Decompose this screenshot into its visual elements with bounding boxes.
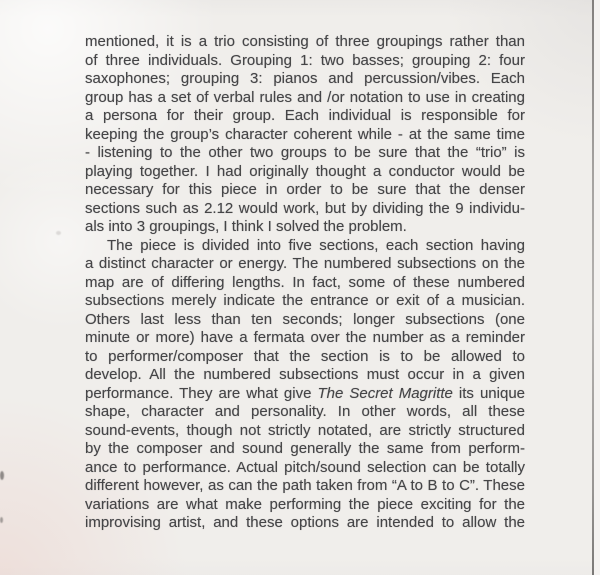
page-margin-strip [594, 0, 600, 575]
text-segment: group has a set of verbal rules and /or notation to use in creating [85, 88, 525, 106]
text-line [85, 459, 525, 478]
text-segment: mentioned, it is a trio consisting of three groupings rather than [85, 33, 525, 50]
text-segment: ance to performance. Actual pitch/sound selection can be totally [85, 458, 525, 476]
paragraph [85, 237, 525, 533]
text-line [85, 329, 525, 348]
text-line [85, 33, 525, 52]
paragraph [85, 33, 525, 237]
text-segment: by the composer and sound generally the same from perform- [85, 440, 525, 457]
text-segment: a distinct character or energy. The numbered subsections on the [85, 255, 525, 272]
text-line [85, 274, 525, 293]
text-segment: to performer/composer that the section is to be allowed to [85, 347, 525, 365]
text-line [85, 292, 525, 311]
text-segment: a persona for their group. Each individual is responsible for [85, 107, 525, 124]
liner-notes-text [85, 33, 525, 533]
italic-work-title: The Secret Magritte [317, 384, 453, 402]
text-segment: develop. All the numbered subsections must occur in a given [85, 366, 525, 383]
text-segment: variations are what make performing the piece exciting for the [85, 495, 525, 513]
text-segment: map are of differing lengths. In fact, some of these numbered [85, 273, 525, 291]
text-line [85, 366, 525, 385]
text-line [85, 440, 525, 459]
text-segment: sections such as 2.12 would work, but by dividing the 9 individu- [85, 199, 525, 217]
text-line [85, 144, 525, 163]
text-line [85, 422, 525, 441]
text-segment: keeping the group’s character coherent while - at the same time [85, 125, 525, 143]
text-line [85, 403, 525, 422]
text-line [85, 385, 525, 404]
text-segment: subsections merely indicate the entrance or exit of a musician. [85, 292, 525, 309]
scan-speck [0, 471, 4, 480]
text-segment: performance. They are what give [85, 384, 318, 402]
scan-speck [0, 517, 3, 523]
text-line [85, 255, 525, 274]
text-line [85, 496, 525, 515]
text-segment: saxophones; grouping 3: pianos and percussion/vibes. Each [85, 70, 525, 87]
text-segment: sound-events, though not strictly notated, are strictly structured [85, 421, 525, 439]
text-segment: The piece is divided into five sections, each section having [107, 236, 525, 254]
text-line [85, 477, 525, 496]
text-line [85, 89, 525, 108]
text-segment: minute or more) have a fermata over the number as a reminder [85, 329, 525, 346]
text-segment: of three individuals. Grouping 1: two basses; grouping 2: four [85, 51, 525, 69]
text-segment: shape, character and personality. In other words, all these [85, 403, 525, 420]
text-line [85, 218, 525, 237]
text-line [85, 126, 525, 145]
text-line [85, 200, 525, 219]
text-segment: als into 3 groupings, I think I solved the problem. [85, 218, 407, 235]
text-line [85, 107, 525, 126]
text-line [85, 70, 525, 89]
text-segment: - listening to the other two groups to be sure that the “trio” is [85, 144, 525, 161]
text-segment: Others last less than ten seconds; longer subsections (one [85, 310, 525, 328]
text-segment: its unique [452, 384, 525, 402]
text-line [85, 311, 525, 330]
text-line [85, 52, 525, 71]
text-line [85, 514, 525, 533]
text-line [85, 163, 525, 182]
text-segment: different however, as can the path taken from “A to B to C”. These [85, 477, 525, 494]
text-line [85, 348, 525, 367]
text-segment: improvising artist, and these options are intended to allow the [85, 514, 525, 531]
text-line [85, 237, 525, 256]
text-line [85, 181, 525, 200]
page-edge-line [592, 0, 594, 575]
scan-speck [56, 231, 61, 235]
text-segment: necessary for this piece in order to be sure that the denser [85, 181, 525, 198]
text-segment: playing together. I had originally thought a conductor would be [85, 162, 525, 180]
